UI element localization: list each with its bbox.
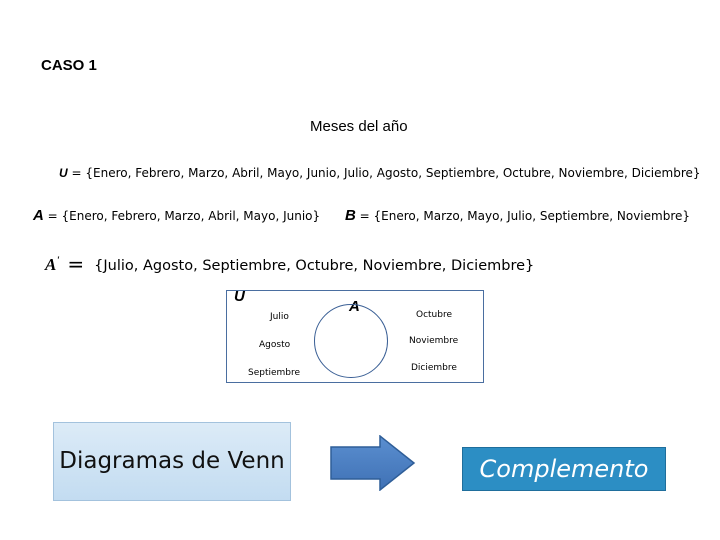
universe-symbol: U — [59, 166, 68, 180]
venn-item-noviembre: Noviembre — [409, 336, 459, 346]
venn-set-label: A — [349, 298, 360, 315]
equals-sign: = — [67, 252, 85, 276]
set-a-definition — [33, 207, 320, 224]
set-b-symbol: B — [345, 207, 356, 224]
set-a-elements: = {Enero, Febrero, Marzo, Abril, Mayo, Junio} — [47, 209, 321, 223]
complement-elements: {Julio, Agosto, Septiembre, Octubre, Noviembre, Diciembre} — [94, 258, 535, 274]
complement-symbol: A' — [45, 254, 60, 274]
universe-elements: = {Enero, Febrero, Marzo, Abril, Mayo, Junio, Julio, Agosto, Septiembre, Octubre, Noviembre, Diciembre} — [71, 166, 701, 180]
venn-item-septiembre: Septiembre — [248, 368, 301, 378]
complement-box: Complemento — [462, 447, 666, 491]
complement-definition — [45, 252, 534, 276]
set-a-symbol: A — [33, 207, 44, 224]
venn-item-diciembre: Diciembre — [411, 363, 457, 373]
venn-item-agosto: Agosto — [259, 340, 291, 350]
venn-set-a-circle — [314, 304, 388, 378]
right-arrow-icon — [330, 435, 416, 491]
case-title: CASO 1 — [41, 57, 97, 74]
venn-universe-label: U — [234, 288, 245, 305]
set-b-elements: = {Enero, Marzo, Mayo, Julio, Septiembre, Noviembre} — [359, 209, 691, 223]
subtitle: Meses del año — [310, 118, 408, 135]
venn-diagram-box: Diagramas de Venn — [53, 422, 291, 501]
venn-item-octubre: Octubre — [416, 310, 453, 320]
venn-item-julio: Julio — [270, 312, 289, 322]
set-b-definition — [345, 207, 690, 224]
universe-definition — [59, 166, 701, 180]
